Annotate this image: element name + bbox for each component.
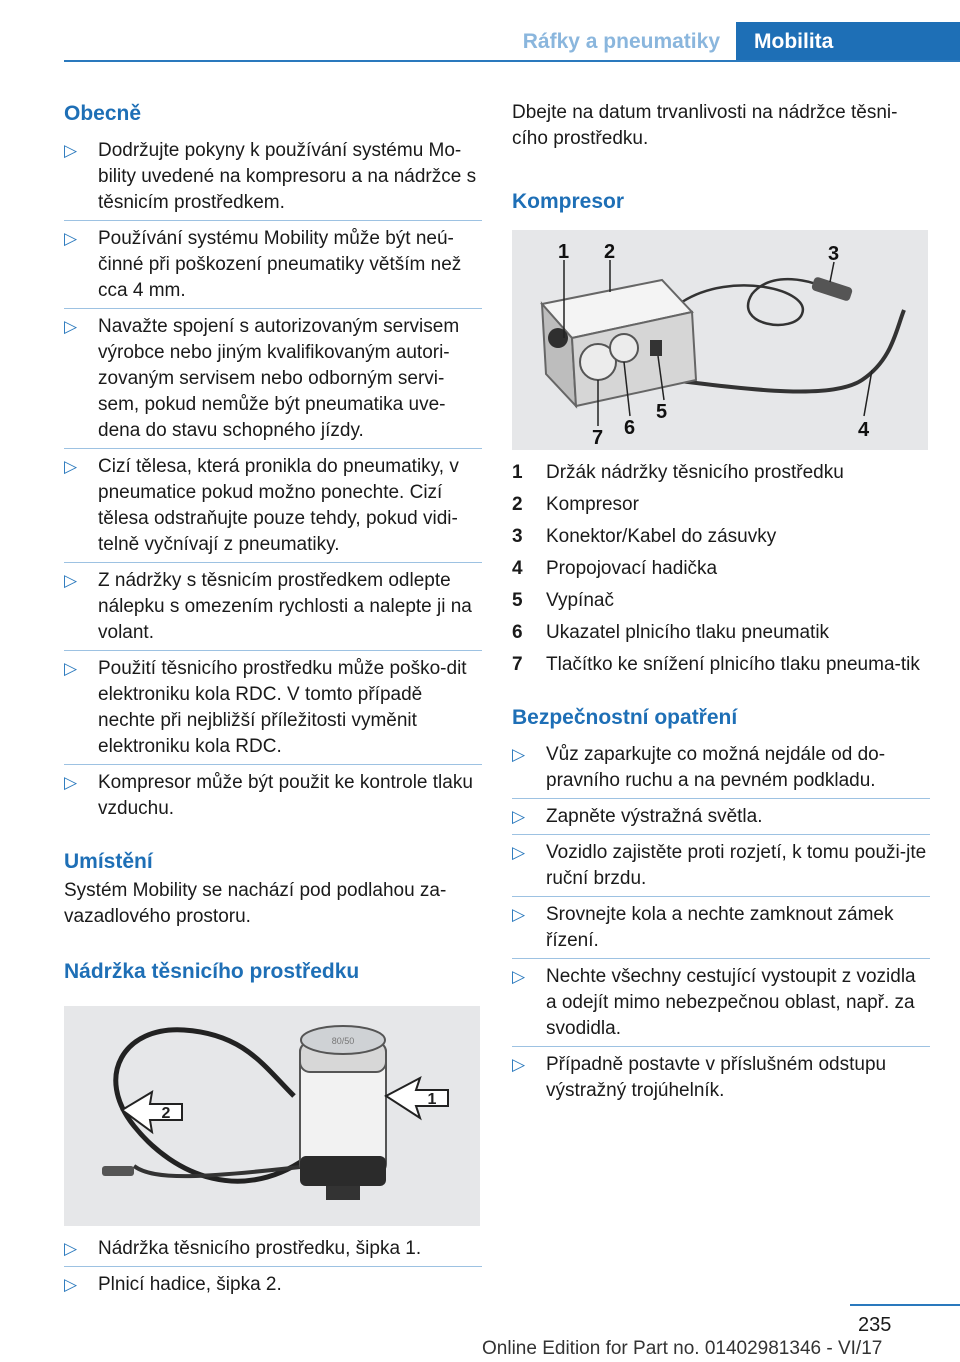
page-number: 235 (858, 1314, 892, 1336)
list-item-text: Vozidlo zajistěte proti rozjetí, k tomu použi-jte ruční brzdu. (546, 842, 927, 889)
divider (64, 650, 482, 651)
header-section-label: Ráfky a pneumatiky (522, 30, 720, 53)
divider (64, 1266, 482, 1267)
list-item-text: Navažte spojení s autorizovaným servisem výrobce nebo jiným kvalifikovaným autori-zovaným servisem nebo odborným servi-sem, pokud nemůže být pneumatika uve-dena do stavu schopného jízdy. (98, 316, 460, 441)
list-item (512, 840, 930, 892)
list-item-text: Zapněte výstražná světla. (546, 806, 763, 827)
legend-number: 6 (512, 622, 523, 643)
legend-item (512, 588, 930, 614)
triangle-right-icon: ▷ (64, 571, 78, 590)
triangle-right-icon: ▷ (512, 745, 526, 764)
divider (64, 562, 482, 563)
placement-text: Systém Mobility se nachází pod podlahou za-vazadlového prostoru. (64, 880, 447, 927)
expiry-note: Dbejte na datum trvanlivosti na nádržce těsni-cího prostředku. (512, 102, 898, 149)
general-list (64, 138, 482, 822)
list-item (64, 568, 482, 646)
divider (64, 764, 482, 765)
legend-item (512, 620, 930, 646)
compressor-figure (512, 230, 928, 450)
divider (512, 896, 930, 897)
header-rule (64, 60, 960, 62)
legend-item (512, 556, 930, 582)
power-switch (650, 340, 662, 356)
list-item-text: Cizí tělesa, která pronikla do pneumatiky, v pneumatice pokud možno ponechte. Cizí tělesa odstraňujte pouze tehdy, pokud vidi-telně vyčnívají z pneumatiky. (98, 456, 459, 555)
triangle-right-icon: ▷ (512, 905, 526, 924)
list-item-text: Kompresor může být použit ke kontrole tlaku vzduchu. (98, 772, 473, 819)
connection-hose (672, 310, 904, 392)
divider (512, 1046, 930, 1047)
triangle-right-icon: ▷ (512, 967, 526, 986)
list-item (64, 226, 482, 304)
triangle-right-icon: ▷ (512, 807, 526, 826)
container-list (64, 1236, 482, 1298)
triangle-right-icon: ▷ (64, 317, 78, 336)
list-item (64, 1236, 482, 1262)
legend-item (512, 652, 930, 678)
divider (64, 448, 482, 449)
compressor-illustration (512, 230, 928, 450)
list-item-text: Vůz zaparkujte co možná nejdále od do-pravního ruchu a na pevném podkladu. (546, 744, 886, 791)
list-item-text: Z nádržky s těsnicím prostředkem odlepte nálepku s omezením rychlosti a nalepte ji na volant. (98, 570, 472, 643)
triangle-right-icon: ▷ (512, 843, 526, 862)
container-heading: Nádržka těsnicího prostředku (64, 960, 360, 983)
container-holder (548, 328, 568, 348)
list-item-text: Nechte všechny cestující vystoupit z vozidla a odejít mimo nebezpečnou oblast, např. za svodidla. (546, 966, 916, 1039)
edition-note: Online Edition for Part no. 01402981346 - VI/17 (482, 1338, 883, 1359)
list-item (64, 138, 482, 216)
list-item (64, 454, 482, 558)
list-item (64, 770, 482, 822)
callout-2: 2 (604, 241, 616, 263)
triangle-right-icon: ▷ (64, 229, 78, 248)
hose-connector (102, 1166, 134, 1176)
gauge-dial (610, 334, 638, 362)
legend-text: Ukazatel plnicího tlaku pneumatik (546, 622, 830, 643)
list-item-text: Případně postavte v příslušném odstupu výstražný trojúhelník. (546, 1054, 887, 1101)
list-item-text: Nádržka těsnicího prostředku, šipka 1. (98, 1238, 422, 1259)
list-item (512, 964, 930, 1042)
sealant-container-illustration (64, 1006, 480, 1226)
arrow-1-label: 1 (427, 1091, 437, 1108)
safety-list (512, 742, 930, 1104)
legend-text: Propojovací hadička (546, 558, 718, 579)
right-column (512, 100, 930, 1104)
legend-item (512, 524, 930, 550)
triangle-right-icon: ▷ (64, 1275, 78, 1294)
divider (512, 834, 930, 835)
bottle-nozzle (326, 1186, 360, 1200)
triangle-right-icon: ▷ (512, 1055, 526, 1074)
legend-number: 7 (512, 654, 523, 675)
list-item-text: Používání systému Mobility může být neú-činné při poškození pneumatiky větším než cca 4 mm. (98, 228, 462, 301)
callout-6: 6 (624, 417, 636, 439)
list-item-text: Srovnejte kola a nechte zamknout zámek řízení. (546, 904, 894, 951)
general-heading: Obecně (64, 102, 142, 125)
header-section-tab[interactable] (500, 22, 732, 62)
list-item (512, 1052, 930, 1104)
callout-1: 1 (558, 241, 570, 263)
legend-text: Vypínač (546, 590, 614, 611)
list-item-text: Použití těsnicího prostředku může poško-dit elektroniku kola RDC. V tomto případě nechte při nejbližší příležitosti vyměnit elektroniku kola RDC. (98, 658, 467, 757)
bottle-base (300, 1156, 386, 1186)
callout-7: 7 (592, 427, 604, 449)
list-item (64, 656, 482, 760)
triangle-right-icon: ▷ (64, 141, 78, 160)
triangle-right-icon: ▷ (64, 659, 78, 678)
legend-number: 1 (512, 462, 523, 483)
triangle-right-icon: ▷ (64, 457, 78, 476)
list-item (64, 314, 482, 444)
compressor-heading: Kompresor (512, 190, 625, 213)
compressor-legend (512, 460, 930, 678)
legend-number: 4 (512, 558, 523, 579)
legend-item (512, 460, 930, 486)
arrow-1-shape (386, 1078, 448, 1118)
arrow-2-label: 2 (161, 1105, 171, 1122)
footer-rule (850, 1304, 960, 1306)
left-column (64, 100, 482, 1298)
triangle-right-icon: ▷ (64, 773, 78, 792)
list-item (512, 742, 930, 794)
list-item (512, 902, 930, 954)
legend-text: Držák nádržky těsnicího prostředku (546, 462, 844, 483)
sealant-container-figure (64, 1006, 480, 1226)
placement-heading: Umístění (64, 850, 153, 873)
legend-text: Konektor/Kabel do zásuvky (546, 526, 777, 547)
header-chapter-tab[interactable] (736, 22, 960, 62)
list-item (512, 804, 930, 830)
callout-5: 5 (656, 401, 668, 423)
list-item (64, 1272, 482, 1298)
callout-4: 4 (858, 419, 870, 441)
divider (512, 798, 930, 799)
legend-item (512, 492, 930, 518)
legend-number: 5 (512, 590, 523, 611)
list-item-text: Plnicí hadice, šipka 2. (98, 1274, 282, 1295)
header-chapter-label: Mobilita (754, 30, 834, 53)
legend-text: Tlačítko ke snížení plnicího tlaku pneuma-tik (546, 654, 920, 675)
power-plug (811, 276, 853, 302)
callout-3: 3 (828, 243, 840, 265)
power-cable (682, 279, 830, 325)
callout-line-3 (830, 262, 834, 282)
legend-number: 3 (512, 526, 523, 547)
cap-label: 80/50 (331, 1036, 355, 1046)
divider (64, 308, 482, 309)
safety-heading: Bezpečnostní opatření (512, 706, 738, 729)
divider (64, 220, 482, 221)
list-item-text: Dodržujte pokyny k používání systému Mo-bility uvedené na kompresoru a na nádržce s těsnicím prostředkem. (98, 140, 477, 213)
legend-text: Kompresor (546, 494, 639, 515)
triangle-right-icon: ▷ (64, 1239, 78, 1258)
divider (512, 958, 930, 959)
legend-number: 2 (512, 494, 523, 515)
